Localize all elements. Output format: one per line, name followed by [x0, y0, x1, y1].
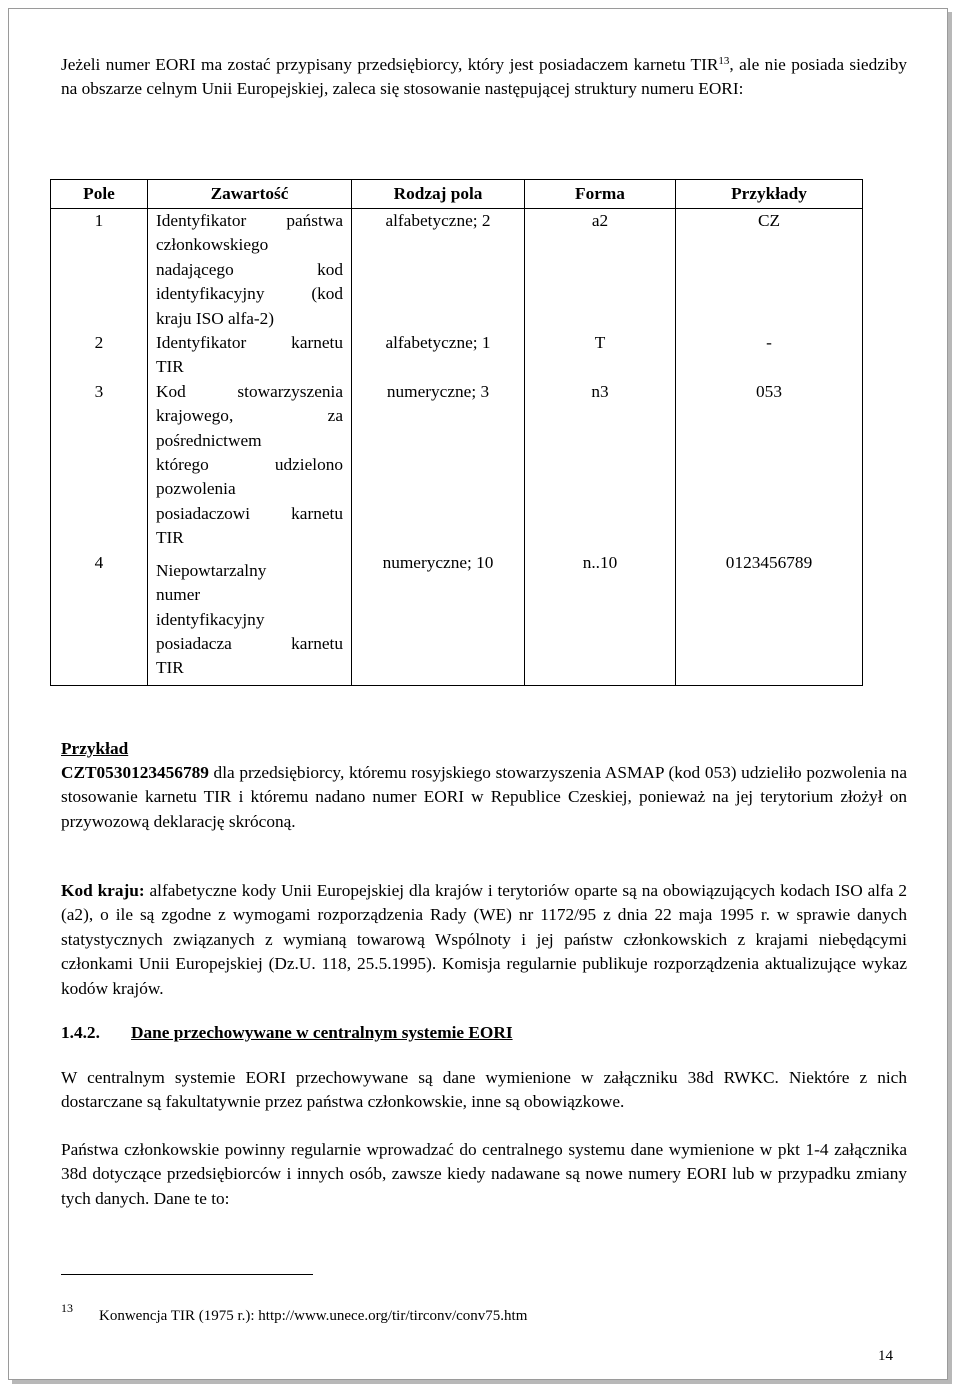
cell-pole: 2	[51, 331, 148, 380]
cell-forma: a2	[525, 209, 676, 332]
example-heading: Przykład	[61, 739, 129, 758]
cell-przyklad: 053	[676, 380, 863, 551]
header-rodzaj: Rodzaj pola	[352, 180, 525, 209]
country-code-paragraph: Kod kraju: alfabetyczne kody Unii Europejskiej dla krajów i terytoriów oparte są na obowiązujących kodach ISO alfa 2 (a2), o ile są zgodne z wymogami rozporządzenia Rady (WE) nr 1172/95 z dnia 22 maja 1995 r. w sprawie danych statystycznych związanych z wymianą towarową Wspólnoty i jej państw członkowskich z krajami niebędącymi członkami Unii Europejskiej (Dz.U. 118, 25.5.1995). Komisja regularnie publikuje rozporządzenia aktualizujące wykaz kodów krajów.	[61, 881, 907, 998]
footnote-text[interactable]: Konwencja TIR (1975 r.): http://www.unece.org/tir/tirconv/conv75.htm	[99, 1308, 528, 1324]
cell-przyklad: -	[676, 331, 863, 380]
header-pole: Pole	[51, 180, 148, 209]
header-zawartosc: Zawartość	[148, 180, 352, 209]
cell-zawartosc: Identyfikator państwa członkowskiego nadającego kod identyfikacyjny (kod kraju ISO alfa-2)	[148, 209, 352, 332]
intro-paragraph: Jeżeli numer EORI ma zostać przypisany przedsiębiorcy, który jest posiadaczem karnetu TIR$^{13}$, ale nie posiada siedziby na obszarze celnym Unii Europejskiej, zaleca się stosowanie następującej struktury numeru EORI:	[61, 55, 907, 99]
table-header-row	[51, 180, 863, 209]
cell-rodzaj: alfabetyczne; 2	[352, 209, 525, 332]
table-row	[51, 209, 863, 332]
footnote-number: 13	[61, 1301, 73, 1315]
table-row	[51, 331, 863, 380]
table-row	[51, 551, 863, 686]
cell-zawartosc: Kod stowarzyszenia krajowego, za pośrednictwem którego udzielono pozwolenia posiadaczowi karnetu TIR	[148, 380, 352, 551]
header-przyklady: Przykłady	[676, 180, 863, 209]
table-row	[51, 380, 863, 551]
section-heading	[61, 1021, 907, 1045]
cell-rodzaj: numeryczne; 10	[352, 551, 525, 686]
cell-zawartosc: Identyfikator karnetu TIR	[148, 331, 352, 380]
cell-forma: n3	[525, 380, 676, 551]
cell-pole: 4	[51, 551, 148, 686]
section-number: 1.4.2.	[61, 1023, 100, 1042]
page-number: 14	[878, 1348, 893, 1364]
cell-rodzaj: numeryczne; 3	[352, 380, 525, 551]
document-page	[8, 8, 948, 1380]
footnote-separator	[61, 1274, 313, 1275]
cell-pole: 3	[51, 380, 148, 551]
example-code: CZT0530123456789	[61, 763, 209, 782]
cell-forma: T	[525, 331, 676, 380]
paragraph-central-system: W centralnym systemie EORI przechowywane są dane wymienione w załączniku 38d RWKC. Niektóre z nich dostarczane są fakultatywnie przez państwa członkowskie, inne są obowiązkowe.	[61, 1068, 907, 1112]
header-forma: Forma	[525, 180, 676, 209]
cell-przyklad: CZ	[676, 209, 863, 332]
cell-zawartosc: Niepowtarzalny numer identyfikacyjny posiadacza karnetu TIR	[148, 551, 352, 686]
eori-structure-table	[50, 179, 863, 686]
paragraph-member-states: Państwa członkowskie powinny regularnie wprowadzać do centralnego systemu dane wymienione w pkt 1-4 załącznika 38d dotyczące przedsiębiorców i innych osób, zawsze kiedy nadawane są nowe numery EORI lub w przypadku zmiany tych danych. Dane te to:	[61, 1140, 907, 1208]
cell-przyklad: 0123456789	[676, 551, 863, 686]
footnote-ref[interactable]: 13	[718, 55, 730, 67]
cell-pole: 1	[51, 209, 148, 332]
cell-forma: n..10	[525, 551, 676, 686]
section-title: Dane przechowywane w centralnym systemie EORI	[131, 1023, 513, 1042]
cell-rodzaj: alfabetyczne; 1	[352, 331, 525, 380]
example-paragraph: CZT0530123456789 dla przedsiębiorcy, któremu rosyjskiego stowarzyszenia ASMAP (kod 053) udzieliło pozwolenia na stosowanie karnetu TIR i któremu nadano numer EORI w Republice Czeskiej, ponieważ na jej terytorium złożył on przywozową deklarację skróconą.	[61, 763, 907, 831]
country-code-label: Kod kraju:	[61, 881, 145, 900]
